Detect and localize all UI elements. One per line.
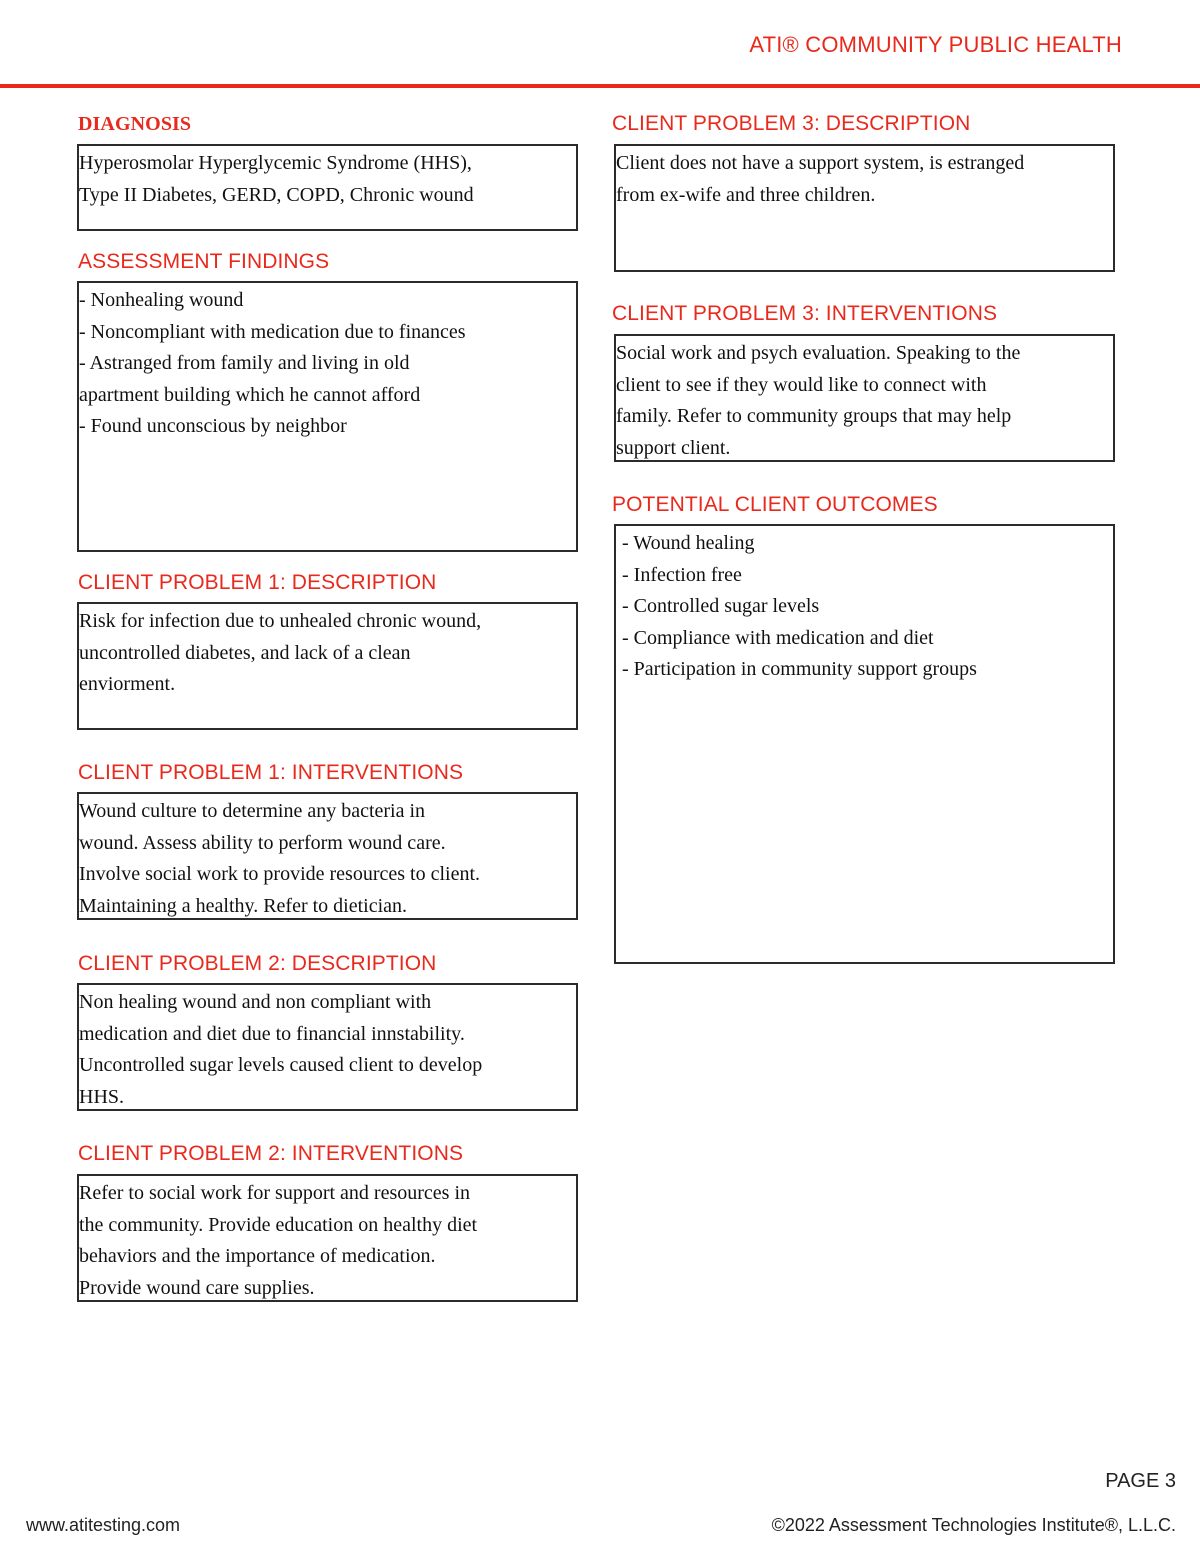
diagnosis-line: Hyperosmolar Hyperglycemic Syndrome (HHS), bbox=[79, 152, 472, 174]
problem1-interventions-line: wound. Assess ability to perform wound care. bbox=[79, 831, 446, 854]
problem3-interventions-line: client to see if they would like to connect with bbox=[616, 373, 987, 396]
outcome-line: - Controlled sugar levels bbox=[622, 595, 820, 617]
problem2-interventions-line: the community. Provide education on healthy diet bbox=[79, 1213, 478, 1236]
problem1-description-line: uncontrolled diabetes, and lack of a clean bbox=[79, 641, 411, 664]
problem2-description-line: Uncontrolled sugar levels caused client to develop bbox=[79, 1054, 483, 1076]
problem2-description-line: Non healing wound and non compliant with bbox=[79, 991, 432, 1013]
diagnosis-line: Type II Diabetes, GERD, COPD, Chronic wound bbox=[79, 183, 474, 206]
header-divider bbox=[0, 84, 1200, 88]
problem3-description-line: Client does not have a support system, is estranged bbox=[616, 152, 1025, 174]
problem3-interventions-line: family. Refer to community groups that may help bbox=[616, 405, 1012, 427]
assessment-line: - Astranged from family and living in old bbox=[79, 352, 410, 374]
problem1-interventions-line: Involve social work to provide resources to client. bbox=[79, 863, 480, 885]
page-number: PAGE 3 bbox=[1105, 1470, 1176, 1492]
problem3-interventions-line: Social work and psych evaluation. Speaking to the bbox=[616, 342, 1021, 364]
problem2-interventions-box bbox=[77, 1174, 578, 1302]
diagnosis-box bbox=[77, 144, 578, 231]
diagnosis-label: DIAGNOSIS bbox=[78, 113, 192, 135]
problem1-interventions-line: Wound culture to determine any bacteria in bbox=[79, 800, 426, 822]
problem2-description-label: CLIENT PROBLEM 2: DESCRIPTION bbox=[78, 952, 437, 975]
problem1-description-label: CLIENT PROBLEM 1: DESCRIPTION bbox=[78, 571, 437, 594]
assessment-line: - Noncompliant with medication due to finances bbox=[79, 320, 466, 343]
problem1-interventions-label: CLIENT PROBLEM 1: INTERVENTIONS bbox=[78, 761, 464, 784]
problem1-description-box bbox=[77, 602, 578, 730]
problem2-interventions-line: behaviors and the importance of medication. bbox=[79, 1245, 436, 1267]
problem1-description-line: enviorment. bbox=[79, 673, 176, 695]
footer-copyright: ©2022 Assessment Technologies Institute®, L.L.C. bbox=[771, 1515, 1176, 1535]
potential-outcomes-box bbox=[614, 524, 1115, 964]
footer-url: www.atitesting.com bbox=[26, 1515, 181, 1535]
problem2-interventions-line: Provide wound care supplies. bbox=[79, 1276, 315, 1299]
problem1-interventions-line: Maintaining a healthy. Refer to dietician. bbox=[79, 894, 408, 917]
problem3-description-label: CLIENT PROBLEM 3: DESCRIPTION bbox=[612, 112, 971, 135]
problem1-description-line: Risk for infection due to unhealed chronic wound, bbox=[79, 610, 482, 632]
problem2-description-line: medication and diet due to financial innstability. bbox=[79, 1022, 465, 1045]
outcome-line: - Infection free bbox=[622, 563, 742, 586]
problem3-description-box bbox=[614, 144, 1115, 272]
problem3-interventions-box bbox=[614, 334, 1115, 462]
potential-outcomes-label: POTENTIAL CLIENT OUTCOMES bbox=[612, 493, 938, 516]
problem1-interventions-box bbox=[77, 792, 578, 920]
header-title: ATI® COMMUNITY PUBLIC HEALTH bbox=[749, 32, 1122, 57]
problem2-description-line: HHS. bbox=[79, 1085, 125, 1108]
assessment-findings-label: ASSESSMENT FINDINGS bbox=[78, 250, 330, 273]
outcome-line: - Wound healing bbox=[622, 532, 755, 554]
outcome-line: - Participation in community support groups bbox=[622, 658, 977, 680]
problem2-interventions-line: Refer to social work for support and resources in bbox=[79, 1182, 470, 1204]
assessment-line: - Nonhealing wound bbox=[79, 289, 244, 311]
problem3-interventions-label: CLIENT PROBLEM 3: INTERVENTIONS bbox=[612, 302, 998, 325]
problem2-description-box bbox=[77, 983, 578, 1111]
outcome-line: - Compliance with medication and diet bbox=[622, 626, 934, 649]
problem3-description-line: from ex-wife and three children. bbox=[616, 183, 876, 206]
assessment-findings-box bbox=[77, 281, 578, 552]
assessment-line: - Found unconscious by neighbor bbox=[79, 415, 347, 437]
assessment-line: apartment building which he cannot afford bbox=[79, 383, 421, 406]
problem3-interventions-line: support client. bbox=[616, 436, 731, 459]
problem2-interventions-label: CLIENT PROBLEM 2: INTERVENTIONS bbox=[78, 1142, 464, 1165]
